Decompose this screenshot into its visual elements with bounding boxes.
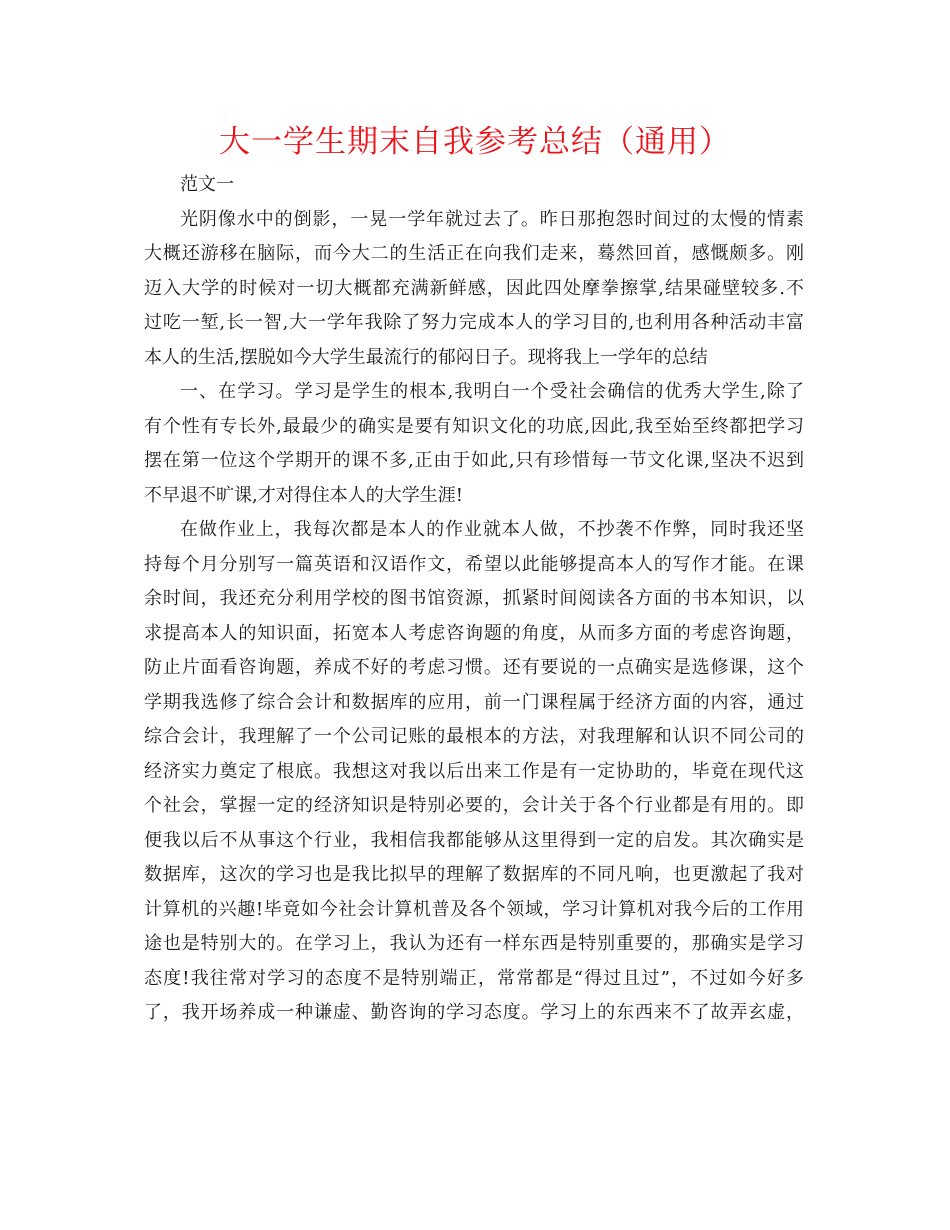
text-line: 态度!我往常对学习的态度不是特别端正，常常都是“得过且过”，不过如今好多	[144, 967, 804, 989]
text-line: 在做作业上，我每次都是本人的作业就本人做，不抄袭不作弊，同时我还坚	[180, 519, 804, 540]
text-line: 学期我选修了综合会计和数据库的应用，前一门课程属于经济方面的内容，通过	[144, 691, 804, 713]
text-line: 防止片面看咨询题，养成不好的考虑习惯。还有要说的一点确实是选修课，这个	[144, 657, 804, 678]
text-line: 过吃一堑,长一智,大一学年我除了努力完成本人的学习目的,也利用各种活动丰富	[144, 312, 804, 333]
text-line: 求提高本人的知识面，拓宽本人考虑咨询题的角度，从而多方面的考虑咨询题，	[144, 622, 804, 644]
text-line: 数据库，这次的学习也是我比拟早的理解了数据库的不同凡响，也更激起了我对	[144, 864, 804, 885]
text-line: 持每个月分别写一篇英语和汉语作文，希望以此能够提高本人的写作才能。在课	[144, 553, 804, 575]
text-line: 大概还游移在脑际，而今大二的生活正在向我们走来，蓦然回首，感慨颇多。刚	[144, 243, 804, 264]
document-title: 大一学生期末自我参考总结（通用）	[219, 124, 731, 160]
text-line: 余时间，我还充分利用学校的图书馆资源，抓紧时间阅读各方面的书本知识，以	[144, 588, 804, 609]
document-body	[144, 168, 804, 1031]
text-line: 有个性有专长外,最最少的确实是要有知识文化的功底,因此,我至始至终都把学习	[144, 415, 804, 437]
text-line: 不早退不旷课,才对得住本人的大学生涯!	[144, 484, 463, 506]
text-line: 个社会，掌握一定的经济知识是特别必要的，会计关于各个行业都是有用的。即	[144, 795, 804, 816]
text-line: 本人的生活,摆脱如今大学生最流行的郁闷日子。现将我上一学年的总结	[144, 346, 708, 368]
text-line: 便我以后不从事这个行业，我相信我都能够从这里得到一定的启发。其次确实是	[144, 829, 804, 851]
text-line: 摆在第一位这个学期开的课不多,正由于如此,只有珍惜每一节文化课,坚决不迟到	[144, 450, 804, 471]
text-line: 迈入大学的时候对一切大概都充满新鲜感，因此四处摩拳擦掌,结果碰壁较多.不	[144, 277, 804, 299]
text-line: 一、在学习。学习是学生的根本,我明白一个受社会确信的优秀大学生,除了	[180, 381, 804, 402]
text-line: 范文一	[180, 174, 234, 195]
text-line: 途也是特别大的。在学习上，我认为还有一样东西是特别重要的，那确实是学习	[144, 933, 804, 954]
text-line: 综合会计，我理解了一个公司记账的最根本的方法，对我理解和认识不同公司的	[144, 726, 804, 747]
text-line: 了，我开场养成一种谦虚、勤咨询的学习态度。学习上的东西来不了故弄玄虚，	[144, 1002, 804, 1023]
text-line: 经济实力奠定了根底。我想这对我以后出来工作是有一定协助的，毕竟在现代这	[144, 760, 804, 782]
text-line: 光阴像水中的倒影，一晃一学年就过去了。昨日那抱怨时间过的太慢的情素	[180, 208, 804, 230]
text-line: 计算机的兴趣!毕竟如今社会计算机普及各个领域，学习计算机对我今后的工作用	[144, 898, 804, 920]
